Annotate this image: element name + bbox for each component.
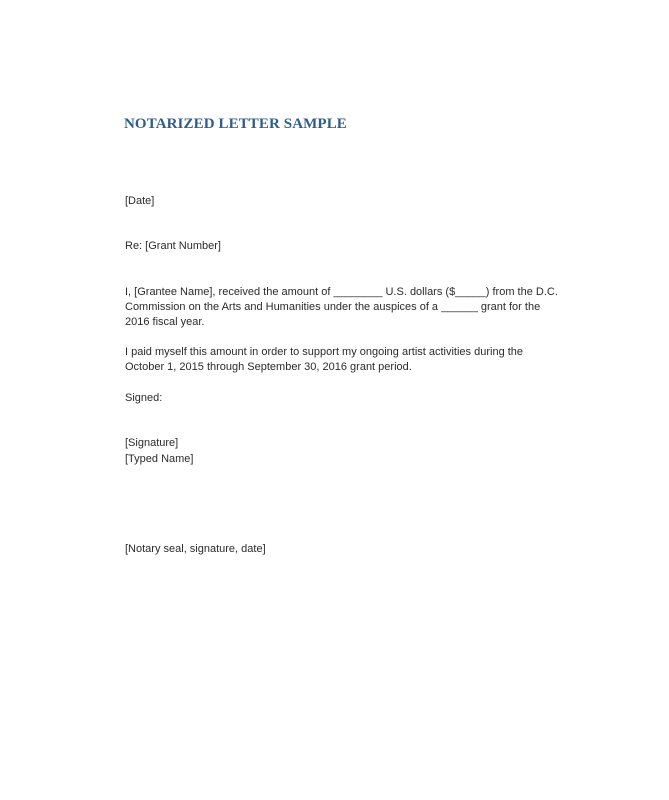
paragraph-line: I paid myself this amount in order to support my ongoing artist activities during the <box>125 346 524 358</box>
signature-placeholder: [Signature] <box>125 437 179 449</box>
document-title: NOTARIZED LETTER SAMPLE <box>124 116 347 132</box>
re-line: Re: [Grant Number] <box>125 240 221 252</box>
notary-placeholder: [Notary seal, signature, date] <box>125 543 266 555</box>
paragraph-line: Commission on the Arts and Humanities under the auspices of a ______ grant for the <box>125 301 541 313</box>
date-placeholder: [Date] <box>125 195 155 207</box>
paragraph-activities <box>125 345 565 375</box>
typed-name-placeholder: [Typed Name] <box>125 453 194 465</box>
paragraph-received-amount <box>125 285 565 330</box>
paragraph-line: October 1, 2015 through September 30, 2016 grant period. <box>125 361 412 373</box>
paragraph-line: 2016 fiscal year. <box>125 316 205 328</box>
paragraph-line: I, [Grantee Name], received the amount of ________ U.S. dollars ($_____) from the D.C. <box>125 286 558 298</box>
signed-label: Signed: <box>125 392 163 404</box>
